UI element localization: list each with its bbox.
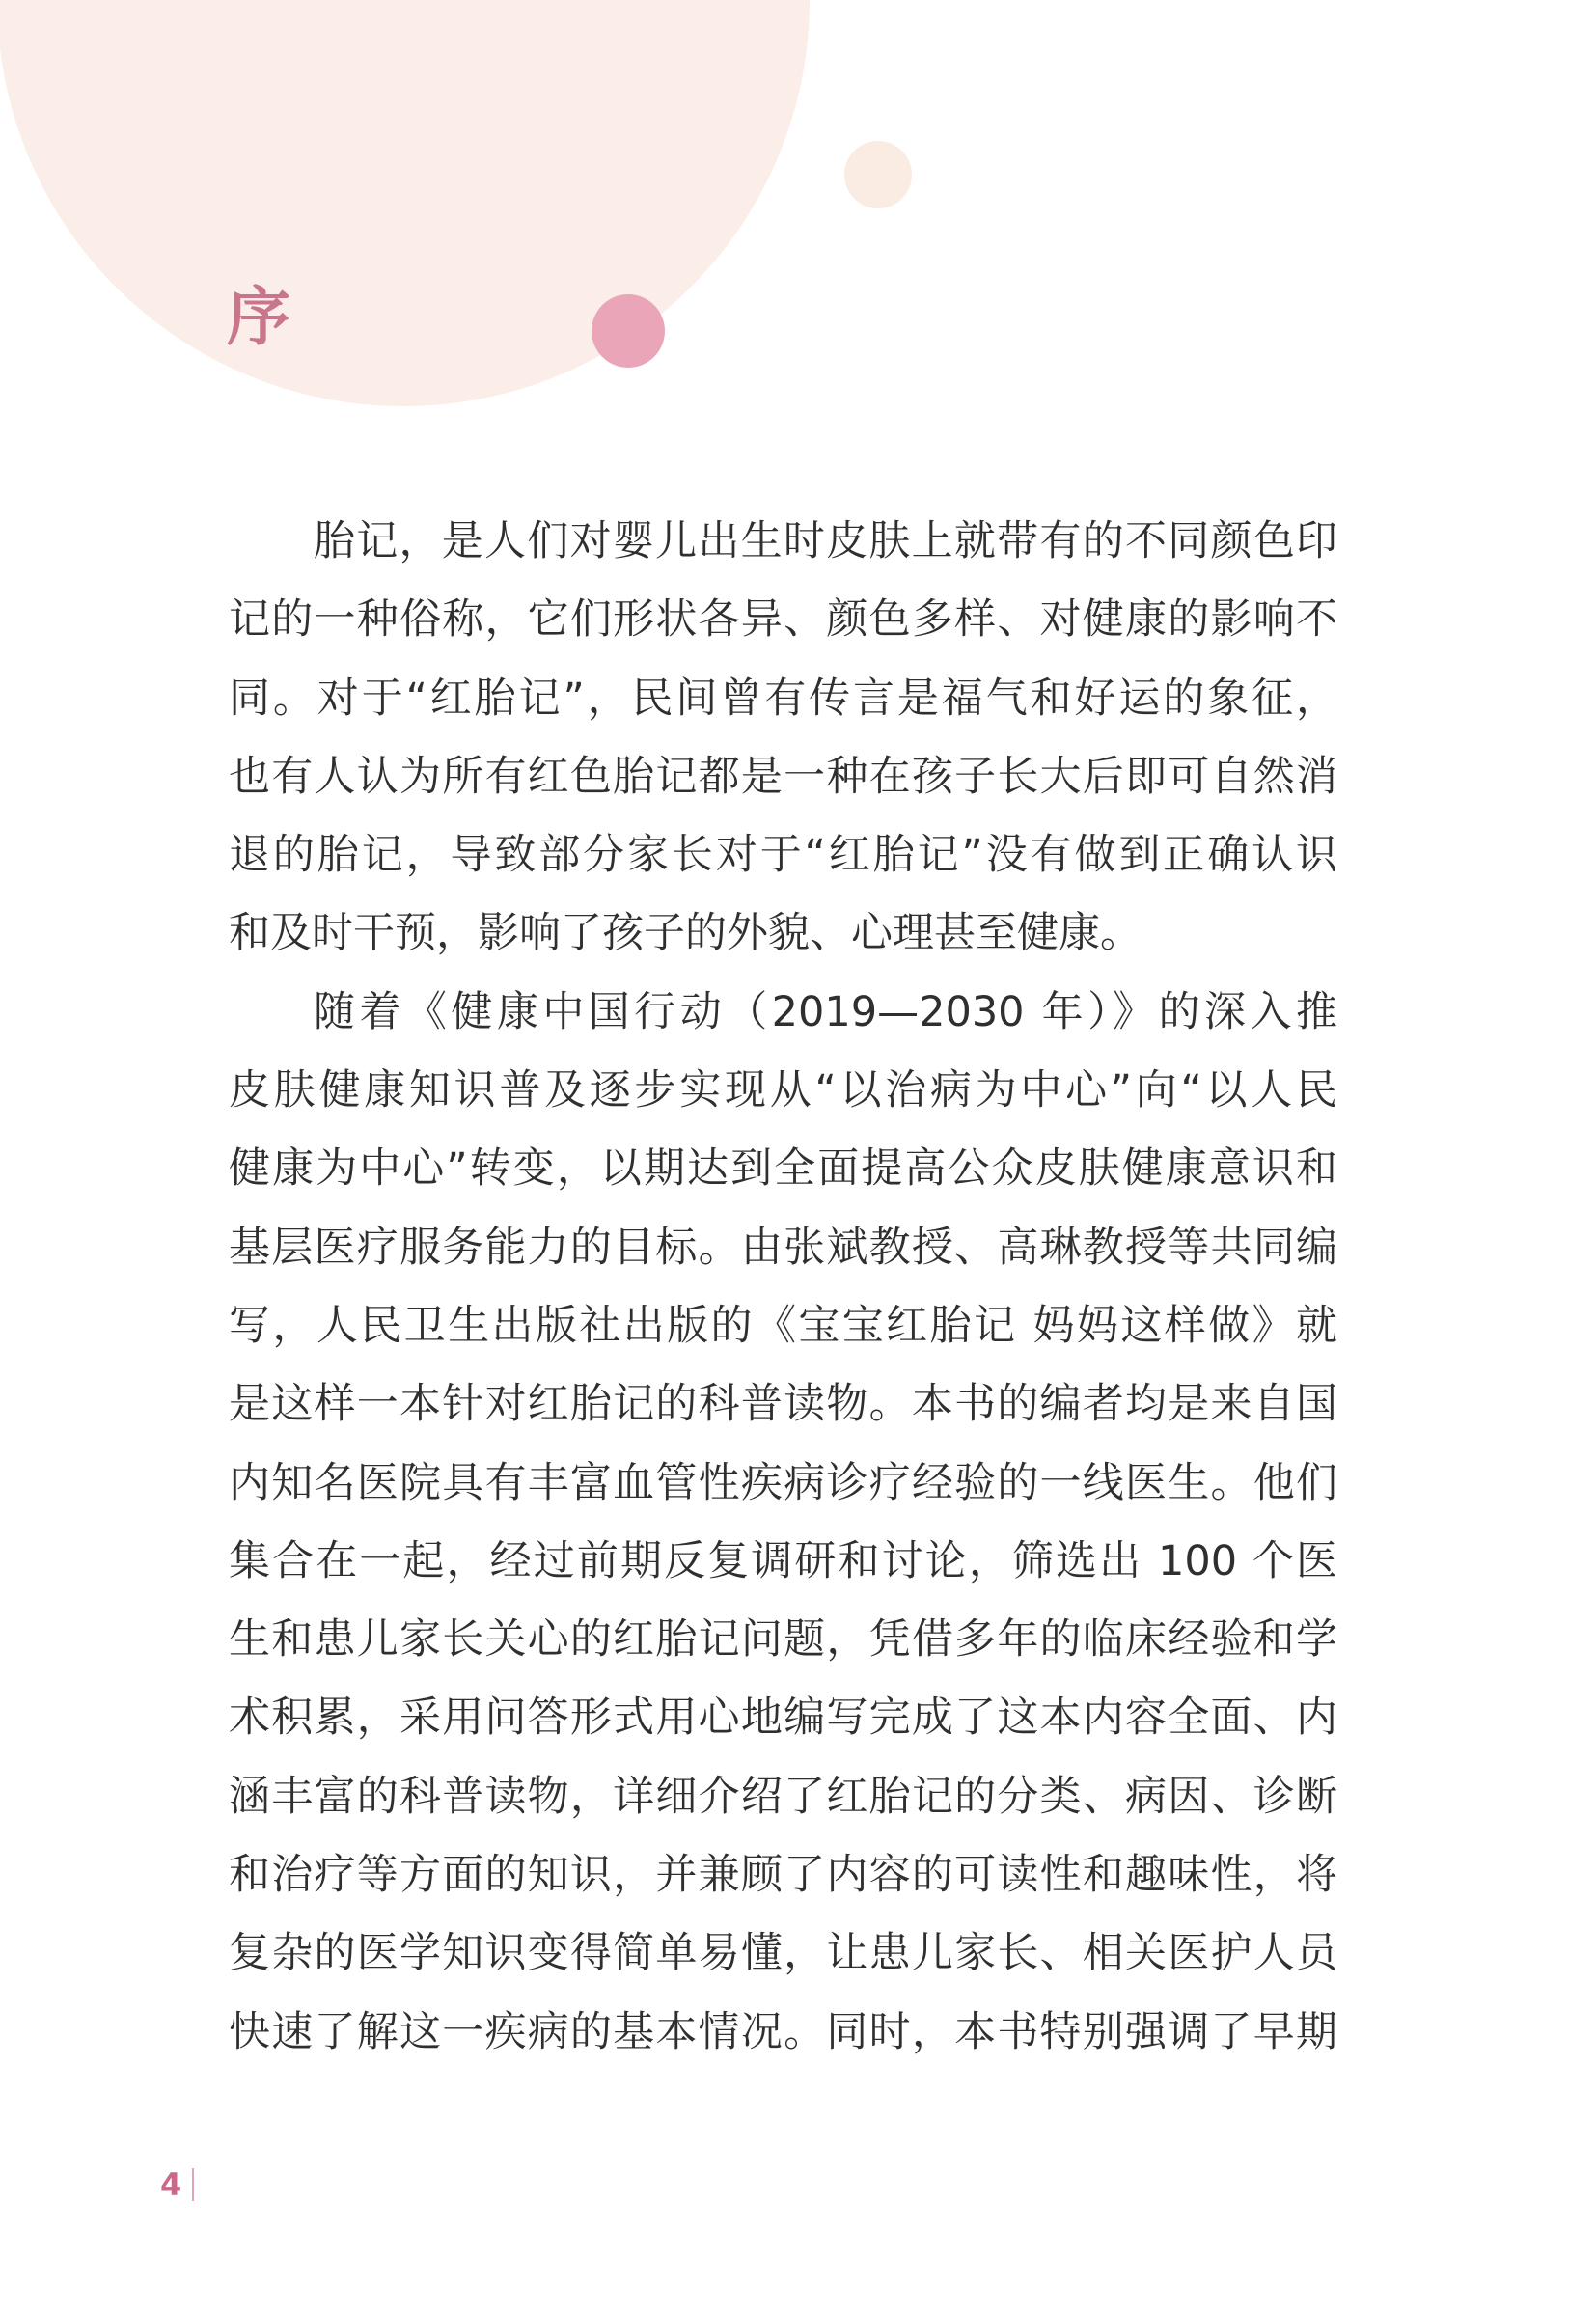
text-line: 随着《健康中国行动（2019—2030 年）》的深入推 xyxy=(314,987,1337,1036)
text-line: 和及时干预，影响了孩子的外貌、心理甚至健康。 xyxy=(229,909,1142,958)
text-line: 内知名医院具有丰富血管性疾病诊疗经验的一线医生。他们 xyxy=(229,1458,1337,1507)
text-line: 是这样一本针对红胎记的科普读物。本书的编者均是来自国 xyxy=(229,1380,1337,1429)
text-line: 复杂的医学知识变得简单易懂，让患儿家长、相关医护人员 xyxy=(229,1929,1337,1978)
text-line: 同。对于“红胎记”，民间曾有传言是福气和好运的象征， xyxy=(229,674,1337,723)
text-line: 健康为中心”转变，以期达到全面提高公众皮肤健康意识和 xyxy=(229,1144,1337,1194)
text-line: 也有人认为所有红色胎记都是一种在孩子长大后即可自然消 xyxy=(229,752,1337,801)
body-text xyxy=(229,503,1337,2072)
text-line: 术积累，采用问答形式用心地编写完成了这本内容全面、内 xyxy=(229,1694,1337,1743)
text-line: 集合在一起，经过前期反复调研和讨论，筛选出 100 个医 xyxy=(229,1536,1337,1585)
page-number: 4 xyxy=(160,2166,182,2203)
decorative-large-circle xyxy=(0,0,810,406)
text-line: 记的一种俗称，它们形状各异、颜色多样、对健康的影响不 xyxy=(229,595,1337,645)
text-line: 快速了解这一疾病的基本情况。同时，本书特别强调了早期 xyxy=(229,2007,1337,2056)
text-line: 生和患儿家长关心的红胎记问题，凭借多年的临床经验和学 xyxy=(229,1615,1337,1665)
text-line: 涵丰富的科普读物，详细介绍了红胎记的分类、病因、诊断 xyxy=(229,1772,1337,1821)
text-line: 写，人民卫生出版社出版的《宝宝红胎记 妈妈这样做》就 xyxy=(229,1301,1337,1350)
text-line: 皮肤健康知识普及逐步实现从“以治病为中心”向“以人民 xyxy=(229,1066,1337,1116)
decorative-pink-circle xyxy=(592,294,665,368)
text-line: 基层医疗服务能力的目标。由张斌教授、高琳教授等共同编 xyxy=(229,1223,1337,1272)
page-number-divider xyxy=(192,2168,194,2201)
text-line: 胎记，是人们对婴儿出生时皮肤上就带有的不同颜色印 xyxy=(314,517,1337,565)
text-line: 退的胎记，导致部分家长对于“红胎记”没有做到正确认识 xyxy=(229,831,1337,880)
text-line: 和治疗等方面的知识，并兼顾了内容的可读性和趣味性，将 xyxy=(229,1851,1337,1900)
decorative-small-circle xyxy=(844,141,912,208)
page-title: 序 xyxy=(227,280,290,354)
